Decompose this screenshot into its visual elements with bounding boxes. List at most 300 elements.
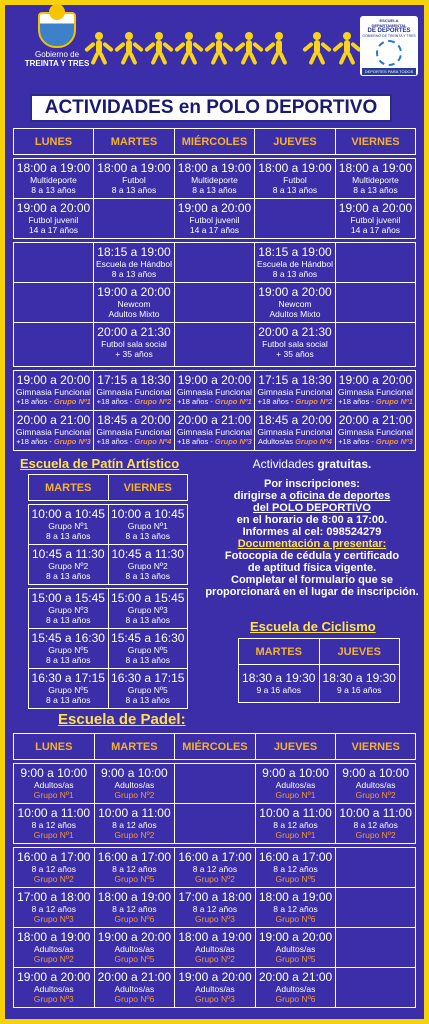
age-text: 8 a 13 años	[125, 655, 170, 665]
group-text: Grupo Nº3	[375, 437, 413, 446]
time-text: 18:00 a 19:00	[97, 161, 171, 175]
padel-cell	[255, 888, 336, 928]
schedule-cell	[335, 199, 415, 239]
time-text: 19:00 a 20:00	[178, 970, 252, 984]
padel-cell	[14, 888, 95, 928]
gym-cell	[93, 411, 174, 451]
time-text: 20:00 a 21:30	[97, 325, 171, 339]
padel-cell	[336, 888, 416, 928]
table-row	[14, 199, 416, 239]
schedule-cell	[174, 199, 254, 239]
age-text: 8 a 13 años	[125, 695, 170, 705]
schedule-cell	[174, 243, 254, 283]
age-text: +18 años -	[96, 437, 135, 446]
activity-text: Futbol juvenil	[28, 215, 79, 225]
sports-school-logo	[360, 16, 418, 76]
time-text: 17:00 a 18:00	[178, 890, 252, 904]
group-text: Grupo Nº3	[53, 437, 91, 446]
padel-cell	[336, 804, 416, 844]
athletes-banner	[86, 32, 356, 72]
schedule-cell	[14, 243, 94, 283]
group-text: Grupo Nº1	[275, 830, 316, 840]
day-header: MARTES	[29, 475, 109, 501]
group-text: Grupo Nº2	[33, 874, 74, 884]
shield-icon	[38, 12, 76, 48]
group-text: Grupo Nº1	[214, 397, 252, 406]
activity-text: Multideporte	[191, 175, 238, 185]
age-text: 8 a 12 años	[112, 820, 157, 830]
time-text: 15:45 a 16:30	[111, 631, 185, 645]
handball-player-icon	[176, 32, 202, 66]
schedule-cell	[93, 159, 174, 199]
schedule-cell	[174, 323, 254, 367]
age-text: + 35 años	[276, 349, 314, 359]
age-text: 8 a 12 años	[31, 904, 76, 914]
volleyball-player-icon	[236, 32, 262, 66]
office-name: oficina de deportes	[289, 490, 391, 502]
dep-line4: DEPORTES PARA TODOS	[362, 68, 416, 75]
day-header: MARTES	[239, 639, 320, 665]
time-text: 18:00 a 19:00	[258, 161, 332, 175]
age-text: 8 a 13 años	[111, 269, 157, 279]
group-text: Grupo Nº1	[33, 790, 74, 800]
gym-cell	[335, 411, 415, 451]
gym-cell	[174, 371, 254, 411]
day-header: LUNES	[14, 129, 94, 155]
activity-text: Gimnasia Funcional	[257, 427, 333, 437]
schedule-cell	[254, 159, 335, 199]
age-text: Adultos/as	[33, 984, 74, 994]
main-header-row	[14, 129, 416, 155]
sun-icon	[49, 4, 65, 20]
padel-cell	[336, 764, 416, 804]
time-text: 18:45 a 20:00	[97, 413, 171, 427]
day-header: JUEVES	[255, 734, 336, 760]
ciclismo-title: Escuela de Ciclismo	[250, 619, 376, 634]
gym-cell	[93, 371, 174, 411]
group-text: Grupo Nº5	[114, 954, 155, 964]
padel-cell	[336, 928, 416, 968]
free-prefix: Actividades	[252, 457, 318, 471]
time-text: 20:00 a 21:00	[97, 970, 172, 984]
age-text: +18 años -	[338, 437, 376, 446]
padel-cell	[255, 764, 336, 804]
group-text: Grupo Nº3	[194, 914, 235, 924]
group-line	[94, 437, 174, 447]
time-text: 10:00 a 10:45	[111, 507, 185, 521]
age-text: 14 a 17 años	[28, 225, 79, 235]
gym-cell	[14, 371, 94, 411]
time-text: 16:30 a 17:15	[31, 671, 105, 685]
schedule-cell	[93, 243, 174, 283]
time-text: 20:00 a 21:00	[16, 413, 91, 427]
activity-text: Gimnasia Funcional	[257, 387, 333, 397]
day-header: JUEVES	[254, 129, 335, 155]
age-text: +18 años -	[257, 397, 296, 406]
time-text: 9:00 a 10:00	[20, 766, 88, 780]
padel-cell	[255, 804, 336, 844]
age-text: 8 a 12 años	[273, 904, 318, 914]
padel-cell	[175, 804, 256, 844]
gymnast-icon	[334, 32, 360, 66]
schedule-cell	[254, 199, 335, 239]
day-header: MARTES	[94, 734, 175, 760]
age-text: +18 años -	[16, 397, 54, 406]
group-text: Grupo Nº2	[33, 954, 74, 964]
table-row	[14, 764, 416, 804]
activity-text: Gimnasia Funcional	[176, 387, 253, 397]
group-text: Grupo Nº6	[275, 994, 316, 1004]
group-text: Grupo Nº2	[194, 874, 235, 884]
schedule-cell	[254, 243, 335, 283]
age-text: 8 a 13 años	[125, 571, 170, 581]
age-text: 8 a 12 años	[192, 864, 238, 874]
age-text: 8 a 13 años	[46, 531, 91, 541]
patin-cell	[108, 545, 188, 585]
time-text: 19:00 a 20:00	[177, 201, 252, 215]
group-text: Grupo Nº2	[134, 397, 172, 406]
activity-text: Gimnasia Funcional	[337, 427, 414, 437]
age-text: Adultos Mixto	[269, 309, 321, 319]
table-row	[14, 804, 416, 844]
group-text: Grupo Nº4	[295, 437, 332, 446]
age-text: 8 a 12 años	[31, 864, 76, 874]
info-line: en el horario de 8:00 a 17:00.	[236, 514, 388, 526]
table-row	[14, 371, 416, 411]
patin-cell	[108, 589, 188, 629]
table-row	[239, 665, 400, 703]
schedule-cell	[93, 283, 174, 323]
activity-text: Multideporte	[30, 175, 77, 185]
schedule-cell	[174, 159, 254, 199]
group-line	[255, 437, 335, 447]
free-word: gratuitas.	[317, 457, 372, 471]
time-text: 16:00 a 17:00	[97, 850, 172, 864]
table-row	[14, 243, 416, 283]
time-text: 18:00 a 19:00	[97, 890, 172, 904]
page-title: ACTIVIDADES en POLO DEPORTIVO	[30, 94, 392, 122]
time-text: 18:15 a 19:00	[258, 245, 332, 259]
age-text: 8 a 13 años	[272, 269, 318, 279]
time-text: 17:00 a 18:00	[17, 890, 91, 904]
padel-cell	[94, 968, 175, 1008]
info-line: Completar el formulario que se	[231, 574, 393, 586]
age-text: Adultos Mixto	[108, 309, 160, 319]
padel-title: Escuela de Padel:	[58, 711, 186, 728]
age-text: 8 a 13 años	[31, 185, 76, 195]
padel-cell	[14, 968, 95, 1008]
group-text: Grupo Nº3	[214, 437, 252, 446]
header	[8, 12, 421, 82]
time-text: 16:00 a 17:00	[258, 850, 333, 864]
age-text: Adultos/as	[355, 780, 396, 790]
time-text: 20:00 a 21:30	[258, 325, 332, 339]
age-text: Adultos/as	[114, 780, 155, 790]
info-prefix: dirigirse a	[233, 490, 290, 502]
day-header: JUEVES	[319, 639, 400, 665]
table-row	[14, 411, 416, 451]
info-line: del POLO DEPORTIVO	[253, 502, 371, 514]
padel-cell	[336, 968, 416, 1008]
age-text: 8 a 13 años	[353, 185, 398, 195]
activity-text: Newcom	[278, 299, 312, 309]
time-text: 18:00 a 19:00	[177, 161, 252, 175]
activity-text: Gimnasia Funcional	[176, 427, 253, 437]
time-text: 18:00 a 19:00	[16, 161, 91, 175]
day-header: VIERNES	[335, 129, 415, 155]
time-text: 18:00 a 19:00	[178, 930, 252, 944]
time-text: 10:45 a 11:30	[31, 547, 105, 561]
time-text: 9:00 a 10:00	[342, 766, 410, 780]
dep-line1: ESCUELA DEPARTAMENTAL	[371, 18, 407, 28]
activity-text: Futbol	[283, 175, 307, 185]
activity-text: Futbol sala social	[262, 339, 328, 349]
tennis-player-icon	[206, 32, 232, 66]
age-text: 14 a 17 años	[189, 225, 240, 235]
gym-cell	[254, 411, 335, 451]
time-text: 20:00 a 21:00	[177, 413, 252, 427]
activity-text: Futbol juvenil	[350, 215, 401, 225]
schedule-cell	[335, 283, 415, 323]
padel-cell	[175, 928, 256, 968]
activity-text: Newcom	[117, 299, 151, 309]
patin-cell	[29, 545, 109, 585]
time-text: 19:00 a 20:00	[258, 930, 333, 944]
schedule-cell	[335, 159, 415, 199]
group-text: Grupo Nº1	[375, 397, 413, 406]
schedule-cell	[254, 283, 335, 323]
time-text: 10:00 a 10:45	[31, 507, 105, 521]
schedule-cell	[93, 323, 174, 367]
table-row	[14, 323, 416, 367]
time-text: 17:15 a 18:30	[258, 373, 332, 387]
time-text: 9:00 a 10:00	[262, 766, 329, 780]
docs-heading: Documentación a presentar:	[237, 538, 387, 550]
padel-cell	[94, 928, 175, 968]
table-row	[29, 669, 188, 709]
table-row	[29, 589, 188, 629]
age-text: 8 a 12 años	[273, 820, 318, 830]
activity-text: Futbol	[122, 175, 146, 185]
patin-cell	[108, 629, 188, 669]
runner-icon	[86, 32, 112, 66]
group-text: Grupo Nº5	[275, 954, 316, 964]
gym-cell	[14, 411, 94, 451]
group-line	[14, 397, 93, 407]
age-text: +18 años -	[177, 397, 215, 406]
age-text: +18 años -	[16, 437, 54, 446]
group-text: Grupo Nº6	[275, 914, 316, 924]
padel-cell	[175, 848, 256, 888]
age-text: +18 años -	[338, 397, 376, 406]
time-text: 18:15 a 19:00	[97, 245, 171, 259]
dep-line2: DE DEPORTES	[367, 28, 411, 34]
main-schedule-table	[13, 128, 416, 451]
age-text: 8 a 12 años	[192, 904, 238, 914]
time-text: 10:00 a 11:00	[339, 806, 412, 820]
age-text: 9 a 16 años	[337, 685, 382, 695]
group-text: Grupo Nº3	[33, 994, 74, 1004]
time-text: 19:00 a 20:00	[17, 970, 91, 984]
time-text: 10:00 a 11:00	[17, 806, 91, 820]
group-line	[255, 397, 335, 407]
schedule-cell	[254, 323, 335, 367]
time-text: 10:00 a 11:00	[98, 806, 171, 820]
org-line1: Gobierno de	[34, 50, 80, 59]
padel-cell	[175, 888, 256, 928]
age-text: 8 a 13 años	[46, 571, 91, 581]
ciclismo-cell	[239, 665, 320, 703]
group-text: Grupo Nº2	[295, 397, 333, 406]
group-text: Grupo Nº3	[127, 605, 168, 615]
age-text: 8 a 12 años	[31, 820, 76, 830]
schedule-cell	[93, 199, 174, 239]
ciclismo-cell	[319, 665, 400, 703]
age-text: 8 a 12 años	[112, 904, 157, 914]
table-row	[29, 505, 188, 545]
schedule-cell	[335, 323, 415, 367]
table-row	[29, 629, 188, 669]
group-line	[14, 437, 93, 447]
info-line: Fotocopia de cédula y certificado	[224, 550, 400, 562]
basketball-player-icon	[146, 32, 172, 66]
padel-cell	[94, 764, 175, 804]
gym-cell	[335, 371, 415, 411]
time-text: 18:00 a 19:00	[17, 930, 91, 944]
padel-header-row	[14, 734, 416, 760]
info-line: Por inscripciones:	[264, 478, 360, 490]
group-text: Grupo Nº6	[114, 914, 155, 924]
day-header: LUNES	[14, 734, 95, 760]
time-text: 16:00 a 17:00	[17, 850, 91, 864]
age-text: Adultos/as	[195, 944, 235, 954]
table-row	[14, 159, 416, 199]
age-text: +18 años -	[177, 437, 215, 446]
time-text: 10:45 a 11:30	[111, 547, 184, 561]
patin-cell	[29, 589, 109, 629]
age-text: Adultos/as	[275, 944, 316, 954]
group-text: Grupo Nº6	[114, 994, 155, 1004]
patin-cell	[108, 505, 188, 545]
day-header: MIÉRCOLES	[174, 129, 254, 155]
time-text: 19:00 a 20:00	[97, 930, 172, 944]
group-text: Grupo Nº1	[53, 397, 91, 406]
dep-line3: GOBIERNO DE TREINTA Y TRES	[362, 34, 416, 38]
group-text: Grupo Nº2	[355, 830, 396, 840]
age-text: 8 a 13 años	[125, 615, 170, 625]
time-text: 19:00 a 20:00	[338, 201, 413, 215]
group-text: Grupo Nº2	[114, 830, 155, 840]
age-text: 8 a 12 años	[273, 864, 318, 874]
table-row	[14, 848, 416, 888]
group-line	[336, 397, 415, 407]
age-text: Adultos/as	[114, 944, 155, 954]
padel-cell	[94, 848, 175, 888]
group-text: Grupo Nº4	[134, 437, 172, 446]
gym-cell	[254, 371, 335, 411]
activity-text: Futbol sala social	[101, 339, 167, 349]
patin-title: Escuela de Patín Artístico	[20, 456, 180, 471]
group-text: Grupo Nº2	[48, 561, 89, 571]
age-text: Adultos/as	[275, 780, 316, 790]
time-text: 18:00 a 19:00	[338, 161, 413, 175]
padel-cell	[255, 848, 336, 888]
gym-cell	[174, 411, 254, 451]
age-text: Adultos/as	[114, 984, 155, 994]
schedule-cell	[14, 199, 94, 239]
patin-cell	[29, 629, 109, 669]
time-text: 19:00 a 20:00	[16, 373, 91, 387]
group-text: Grupo Nº5	[275, 874, 316, 884]
age-text: 8 a 12 años	[353, 820, 398, 830]
age-text: Adultos/as	[275, 984, 316, 994]
info-line: proporcionará en el lugar de inscripción.	[205, 586, 419, 598]
group-text: Grupo Nº3	[33, 914, 74, 924]
info-line: de aptitud física vigente.	[247, 562, 377, 574]
activity-text: Gimnasia Funcional	[96, 387, 172, 397]
schedule-cell	[335, 243, 415, 283]
info-line	[198, 490, 426, 502]
table-row	[14, 888, 416, 928]
group-text: Grupo Nº2	[355, 790, 396, 800]
padel-cell	[175, 764, 256, 804]
day-header: MARTES	[93, 129, 174, 155]
age-text: 8 a 13 años	[111, 185, 157, 195]
group-text: Grupo Nº1	[275, 790, 316, 800]
soccer-player-icon	[116, 32, 142, 66]
table-row	[14, 283, 416, 323]
padel-cell	[336, 848, 416, 888]
time-text: 10:00 a 11:00	[259, 806, 332, 820]
age-text: + 35 años	[115, 349, 153, 359]
padel-cell	[255, 928, 336, 968]
group-line	[94, 397, 174, 407]
group-text: Grupo Nº1	[33, 830, 74, 840]
padel-cell	[14, 804, 95, 844]
age-text: Adultos/as	[33, 944, 74, 954]
age-text: Adultos/as	[195, 984, 235, 994]
group-text: Grupo Nº5	[48, 645, 89, 655]
group-line	[336, 437, 415, 447]
group-line	[175, 437, 254, 447]
age-text: 8 a 13 años	[46, 615, 91, 625]
day-header: VIERNES	[108, 475, 188, 501]
time-text: 18:30 a 19:30	[322, 671, 396, 685]
time-text: 16:30 a 17:15	[111, 671, 185, 685]
schedule-cell	[14, 159, 94, 199]
table-row	[14, 928, 416, 968]
time-text: 19:00 a 20:00	[177, 373, 252, 387]
time-text: 15:00 a 15:45	[31, 591, 105, 605]
boxer-icon	[304, 32, 330, 66]
time-text: 18:45 a 20:00	[258, 413, 332, 427]
patin-table	[28, 474, 188, 709]
age-text: Adultos/as	[257, 437, 296, 446]
group-text: Grupo Nº1	[48, 521, 89, 531]
time-text: 15:45 a 16:30	[31, 631, 105, 645]
schedule-cell	[14, 323, 94, 367]
schedule-cell	[14, 283, 94, 323]
activity-text: Gimnasia Funcional	[15, 387, 92, 397]
time-text: 16:00 a 17:00	[178, 850, 252, 864]
padel-cell	[175, 968, 256, 1008]
age-text: 8 a 13 años	[192, 185, 237, 195]
patin-cell	[29, 505, 109, 545]
cyclist-icon	[266, 32, 300, 66]
info-block	[198, 458, 426, 598]
activity-text: Gimnasia Funcional	[96, 427, 172, 437]
activity-text: Escuela de Hándbol	[95, 259, 173, 269]
